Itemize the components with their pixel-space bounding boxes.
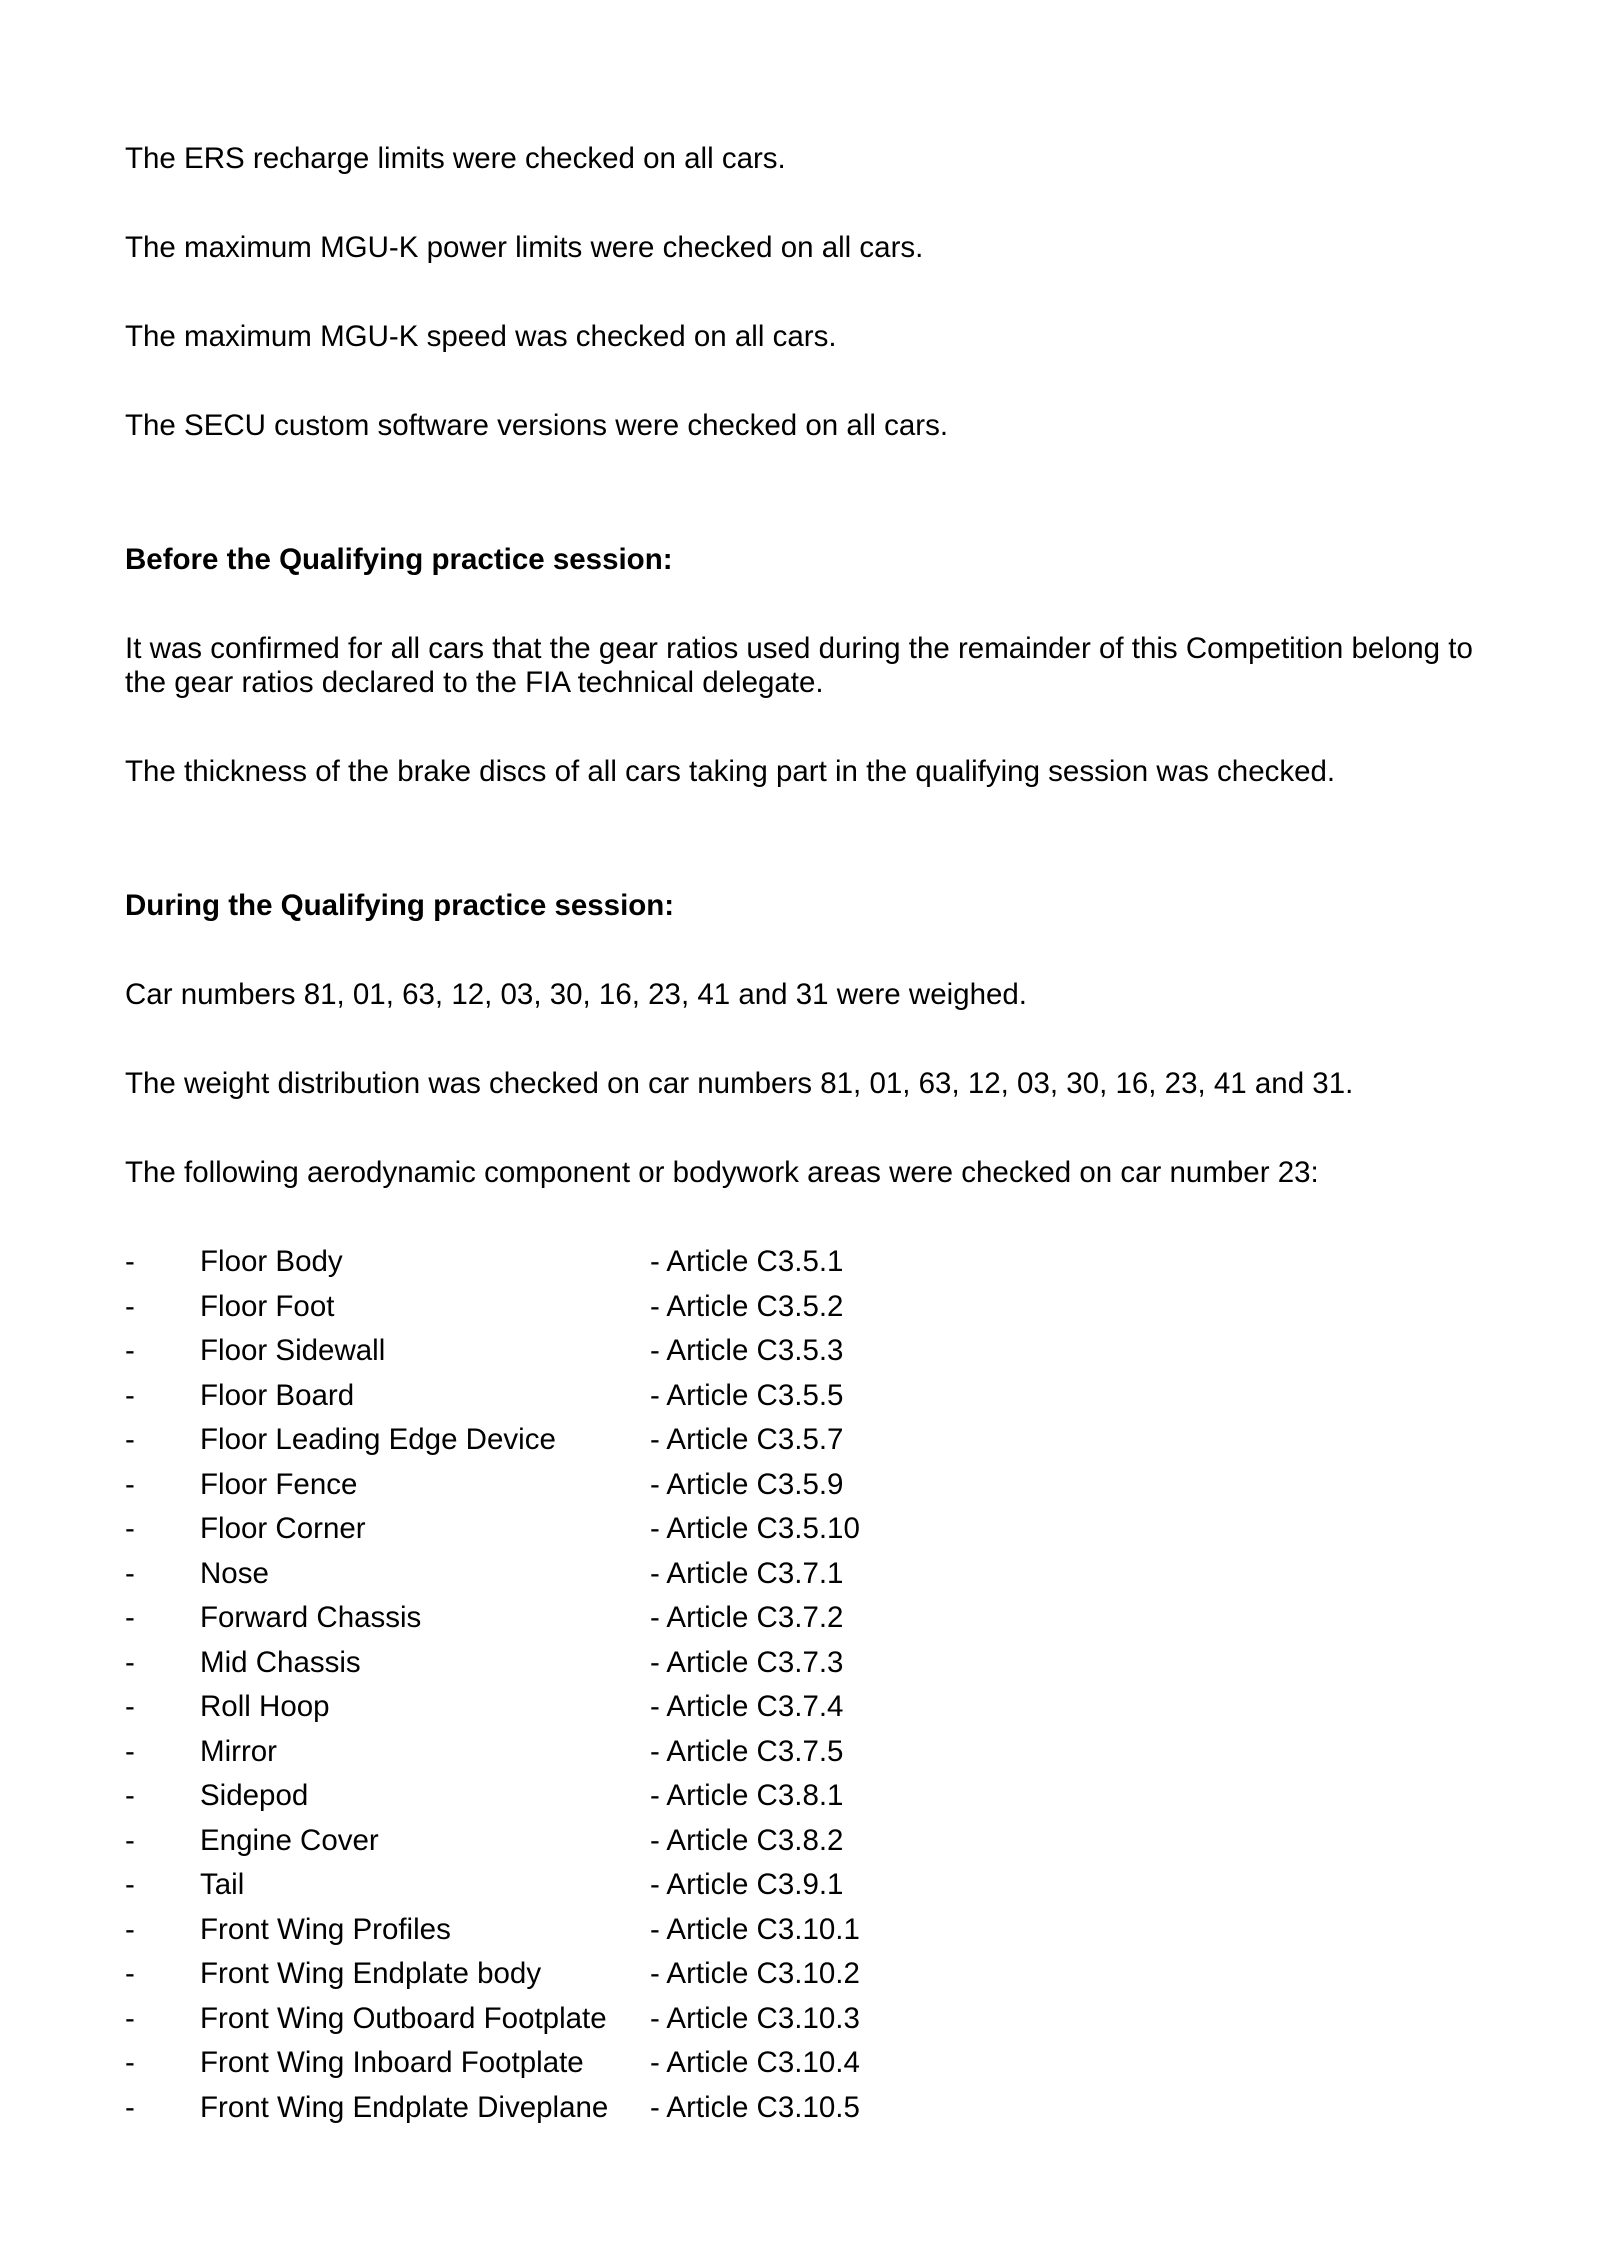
list-item: [0, 1735, 1000, 1780]
list-bullet: -: [125, 1868, 135, 1901]
list-bullet: -: [125, 1823, 135, 1857]
component-name: Front Wing Outboard Footplate: [200, 2001, 607, 2035]
list-item: [0, 1557, 1000, 1602]
component-article: - Article C3.5.5: [650, 1378, 844, 1412]
component-name: Floor Corner: [200, 1512, 366, 1545]
component-article: - Article C3.5.1: [650, 1245, 844, 1278]
component-name: Front Wing Profiles: [200, 1912, 451, 1946]
component-article: - Article C3.10.5: [650, 2090, 860, 2124]
component-name: Floor Leading Edge Device: [200, 1423, 556, 1456]
component-name: Floor Board: [200, 1378, 355, 1412]
component-article: - Article C3.5.2: [650, 1289, 844, 1323]
list-item: [0, 1913, 1000, 1958]
list-item: [0, 1423, 1000, 1468]
component-list: [0, 1245, 1000, 2135]
component-article: - Article C3.10.4: [650, 2046, 860, 2079]
list-bullet: -: [125, 1779, 135, 1812]
component-article: - Article C3.5.9: [650, 1467, 844, 1501]
list-item: [0, 1601, 1000, 1646]
list-item: [0, 1868, 1000, 1913]
list-item: [0, 1290, 1000, 1335]
list-item: [0, 1690, 1000, 1735]
list-bullet: -: [125, 1512, 135, 1545]
heading-before-qualifying: Before the Qualifying practice session:: [125, 543, 673, 576]
component-article: - Article C3.9.1: [650, 1868, 844, 1901]
component-article: - Article C3.10.3: [650, 2001, 860, 2035]
list-bullet: -: [125, 1289, 135, 1323]
component-article: - Article C3.8.2: [650, 1823, 844, 1857]
component-article: - Article C3.7.3: [650, 1645, 844, 1679]
component-article: - Article C3.7.2: [650, 1601, 844, 1634]
list-item: [0, 1957, 1000, 2002]
component-article: - Article C3.7.5: [650, 1734, 844, 1768]
list-bullet: -: [125, 1334, 135, 1367]
list-item: [0, 1779, 1000, 1824]
component-article: - Article C3.5.7: [650, 1423, 844, 1456]
component-name: Front Wing Inboard Footplate: [200, 2046, 584, 2079]
component-name: Mirror: [200, 1734, 278, 1768]
component-article: - Article C3.7.4: [650, 1690, 844, 1723]
list-bullet: -: [125, 1378, 135, 1412]
list-item: [0, 1512, 1000, 1557]
component-name: Engine Cover: [200, 1823, 379, 1857]
list-bullet: -: [125, 1245, 135, 1278]
list-item: [0, 1646, 1000, 1691]
paragraph-aero-intro: The following aerodynamic component or bodywork areas were checked on car number 23:: [125, 1156, 1319, 1189]
list-item: [0, 1334, 1000, 1379]
paragraph-weighed: Car numbers 81, 01, 63, 12, 03, 30, 16, 23, 41 and 31 were weighed.: [125, 978, 1027, 1011]
paragraph-secu: The SECU custom software versions were checked on all cars.: [125, 409, 949, 442]
list-item: [0, 2046, 1000, 2091]
component-name: Front Wing Endplate body: [200, 1957, 542, 1990]
list-bullet: -: [125, 1957, 135, 1990]
list-bullet: -: [125, 1645, 135, 1679]
component-article: - Article C3.8.1: [650, 1779, 844, 1812]
list-item: [0, 2002, 1000, 2047]
paragraph-mguk-power: The maximum MGU-K power limits were checked on all cars.: [125, 231, 924, 264]
component-article: - Article C3.5.10: [650, 1512, 860, 1545]
list-item: [0, 2091, 1000, 2136]
component-name: Floor Body: [200, 1245, 343, 1278]
list-bullet: -: [125, 1690, 135, 1723]
component-article: - Article C3.10.1: [650, 1912, 860, 1946]
list-item: [0, 1379, 1000, 1424]
list-item: [0, 1824, 1000, 1869]
paragraph-weight-distribution: The weight distribution was checked on car numbers 81, 01, 63, 12, 03, 30, 16, 23, 41 and 31.: [125, 1067, 1354, 1100]
paragraph-mguk-speed: The maximum MGU-K speed was checked on all cars.: [125, 320, 837, 353]
list-bullet: -: [125, 1556, 135, 1590]
component-name: Nose: [200, 1556, 269, 1590]
list-bullet: -: [125, 1601, 135, 1634]
list-item: [0, 1245, 1000, 1290]
component-name: Mid Chassis: [200, 1645, 361, 1679]
list-bullet: -: [125, 1912, 135, 1946]
paragraph-brake-discs: The thickness of the brake discs of all cars taking part in the qualifying session was checked.: [125, 755, 1336, 788]
component-name: Forward Chassis: [200, 1601, 422, 1634]
list-item: [0, 1468, 1000, 1513]
component-name: Floor Sidewall: [200, 1334, 386, 1367]
component-name: Roll Hoop: [200, 1690, 330, 1723]
paragraph-gear-ratios: It was confirmed for all cars that the gear ratios used during the remainder of this Competition belong to the gear ratios declared to the FIA technical delegate.: [125, 632, 1473, 699]
list-bullet: -: [125, 1734, 135, 1768]
component-name: Tail: [200, 1868, 245, 1901]
component-name: Front Wing Endplate Diveplane: [200, 2090, 609, 2124]
component-article: - Article C3.10.2: [650, 1957, 860, 1990]
heading-during-qualifying: During the Qualifying practice session:: [125, 889, 675, 922]
list-bullet: -: [125, 1423, 135, 1456]
list-bullet: -: [125, 1467, 135, 1501]
component-name: Floor Foot: [200, 1289, 335, 1323]
component-name: Sidepod: [200, 1779, 309, 1812]
list-bullet: -: [125, 2090, 135, 2124]
paragraph-ers: The ERS recharge limits were checked on all cars.: [125, 142, 786, 175]
list-bullet: -: [125, 2001, 135, 2035]
component-article: - Article C3.5.3: [650, 1334, 844, 1367]
component-article: - Article C3.7.1: [650, 1556, 844, 1590]
component-name: Floor Fence: [200, 1467, 358, 1501]
list-bullet: -: [125, 2046, 135, 2079]
